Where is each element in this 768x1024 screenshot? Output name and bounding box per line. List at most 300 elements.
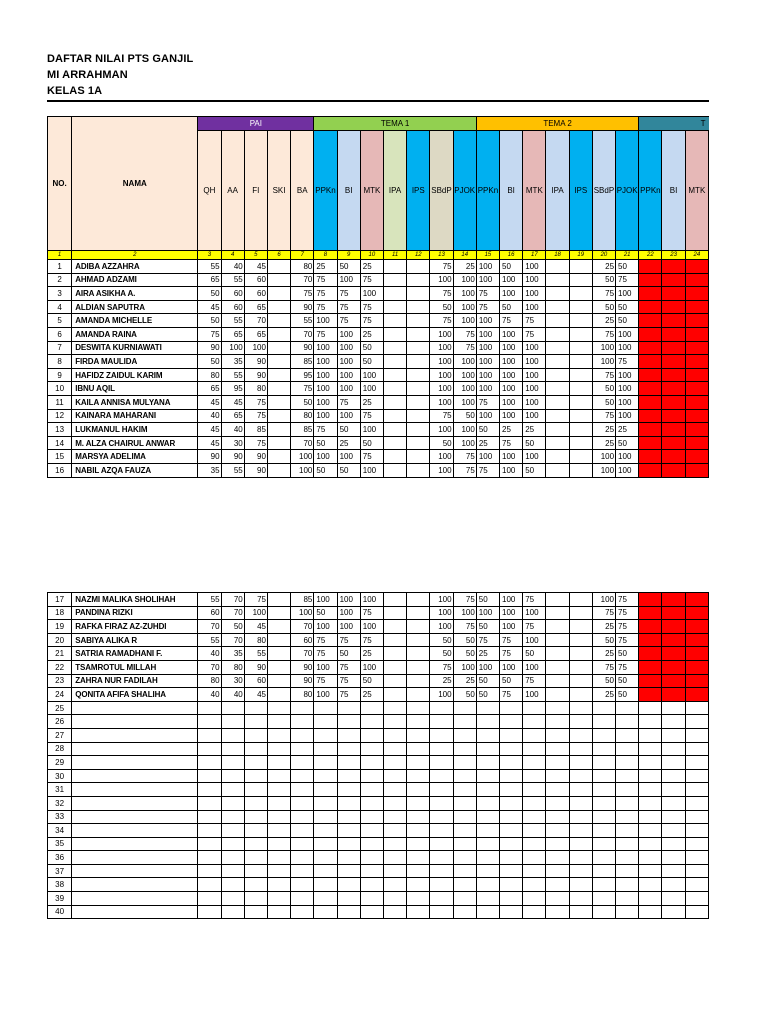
tema2-score: 75 bbox=[592, 660, 615, 674]
tema2-score: 100 bbox=[523, 341, 546, 355]
pai-score: 80 bbox=[291, 688, 314, 702]
tema2-score: 100 bbox=[476, 660, 499, 674]
tema1-score: 50 bbox=[314, 463, 337, 477]
column-number: 6 bbox=[267, 251, 290, 260]
subject-header: BA bbox=[291, 131, 314, 251]
tema3-empty-cell bbox=[685, 368, 708, 382]
tema2-score: 50 bbox=[500, 260, 523, 274]
pai-score: 70 bbox=[291, 647, 314, 661]
tema2-score: 75 bbox=[592, 368, 615, 382]
tema1-score: 100 bbox=[337, 341, 360, 355]
column-no-header: NO. bbox=[48, 117, 72, 251]
empty-cell bbox=[244, 892, 267, 906]
empty-cell bbox=[314, 756, 337, 770]
empty-cell bbox=[500, 810, 523, 824]
empty-cell bbox=[383, 892, 406, 906]
empty-cell bbox=[291, 796, 314, 810]
empty-cell bbox=[360, 796, 383, 810]
tema3-empty-cell bbox=[662, 287, 685, 301]
empty-cell bbox=[453, 769, 476, 783]
empty-cell bbox=[383, 878, 406, 892]
empty-cell bbox=[314, 742, 337, 756]
tema3-empty-cell bbox=[685, 647, 708, 661]
pai-score: 65 bbox=[244, 327, 267, 341]
empty-cell bbox=[546, 851, 569, 865]
pai-score: 40 bbox=[198, 409, 221, 423]
student-name: RAFKA FIRAZ AZ-ZUHDI bbox=[72, 620, 198, 634]
pai-score bbox=[267, 450, 290, 464]
column-number: 8 bbox=[314, 251, 337, 260]
tema2-score bbox=[569, 355, 592, 369]
empty-cell bbox=[291, 756, 314, 770]
column-number: 3 bbox=[198, 251, 221, 260]
tema3-empty-cell bbox=[639, 341, 662, 355]
tema2-score: 100 bbox=[476, 450, 499, 464]
empty-cell bbox=[244, 824, 267, 838]
tema2-score: 75 bbox=[592, 287, 615, 301]
tema1-score: 100 bbox=[314, 620, 337, 634]
pai-score: 90 bbox=[198, 450, 221, 464]
tema2-score: 50 bbox=[500, 674, 523, 688]
empty-cell bbox=[407, 864, 430, 878]
pai-score: 35 bbox=[221, 647, 244, 661]
empty-cell bbox=[592, 769, 615, 783]
empty-cell bbox=[407, 756, 430, 770]
pai-score: 90 bbox=[291, 341, 314, 355]
pai-score bbox=[267, 436, 290, 450]
empty-cell bbox=[662, 837, 685, 851]
empty-cell bbox=[662, 851, 685, 865]
empty-cell bbox=[72, 796, 198, 810]
subject-header: SBdP bbox=[430, 131, 453, 251]
tema3-empty-cell bbox=[685, 260, 708, 274]
empty-row bbox=[48, 769, 709, 783]
tema2-score bbox=[569, 674, 592, 688]
tema1-score: 75 bbox=[453, 593, 476, 607]
empty-cell bbox=[500, 864, 523, 878]
tema1-score: 75 bbox=[430, 409, 453, 423]
subject-header: SKI bbox=[267, 131, 290, 251]
tema2-score bbox=[546, 355, 569, 369]
empty-cell bbox=[500, 769, 523, 783]
tema1-score bbox=[407, 660, 430, 674]
empty-cell bbox=[546, 810, 569, 824]
empty-cell bbox=[383, 864, 406, 878]
empty-cell bbox=[639, 783, 662, 797]
empty-cell bbox=[592, 783, 615, 797]
tema1-score: 75 bbox=[314, 287, 337, 301]
tema2-score: 50 bbox=[592, 300, 615, 314]
tema3-empty-cell bbox=[662, 463, 685, 477]
tema2-score: 75 bbox=[616, 620, 639, 634]
tema2-score: 50 bbox=[616, 260, 639, 274]
tema3-empty-cell bbox=[685, 633, 708, 647]
pai-score bbox=[267, 660, 290, 674]
pai-score: 70 bbox=[198, 660, 221, 674]
row-number: 27 bbox=[48, 728, 72, 742]
table-row bbox=[48, 300, 709, 314]
tema2-score: 50 bbox=[592, 674, 615, 688]
pai-score: 50 bbox=[221, 620, 244, 634]
pai-score: 45 bbox=[198, 423, 221, 437]
tema2-score: 100 bbox=[616, 450, 639, 464]
empty-cell bbox=[476, 742, 499, 756]
tema2-score: 100 bbox=[476, 260, 499, 274]
empty-cell bbox=[476, 810, 499, 824]
empty-cell bbox=[430, 783, 453, 797]
empty-cell bbox=[662, 783, 685, 797]
table-row bbox=[48, 450, 709, 464]
empty-cell bbox=[453, 824, 476, 838]
tema2-score: 100 bbox=[616, 341, 639, 355]
pai-score: 40 bbox=[198, 688, 221, 702]
tema1-score: 100 bbox=[314, 382, 337, 396]
pai-score: 45 bbox=[244, 688, 267, 702]
tema1-score: 75 bbox=[314, 674, 337, 688]
tema2-score: 100 bbox=[523, 395, 546, 409]
tema2-score: 25 bbox=[476, 436, 499, 450]
table-row bbox=[48, 355, 709, 369]
tema1-score: 75 bbox=[453, 450, 476, 464]
empty-cell bbox=[221, 756, 244, 770]
tema2-score bbox=[546, 606, 569, 620]
pai-score bbox=[267, 593, 290, 607]
empty-cell bbox=[453, 892, 476, 906]
tema2-score bbox=[546, 395, 569, 409]
pai-score: 45 bbox=[198, 436, 221, 450]
empty-cell bbox=[244, 742, 267, 756]
empty-cell bbox=[546, 878, 569, 892]
tema1-score: 100 bbox=[314, 368, 337, 382]
empty-cell bbox=[685, 742, 708, 756]
empty-cell bbox=[616, 756, 639, 770]
tema1-score: 50 bbox=[453, 647, 476, 661]
empty-cell bbox=[569, 864, 592, 878]
empty-cell bbox=[592, 810, 615, 824]
empty-cell bbox=[476, 824, 499, 838]
empty-cell bbox=[337, 769, 360, 783]
empty-cell bbox=[639, 878, 662, 892]
column-number: 21 bbox=[616, 251, 639, 260]
empty-cell bbox=[662, 715, 685, 729]
empty-cell bbox=[198, 769, 221, 783]
empty-cell bbox=[291, 864, 314, 878]
empty-cell bbox=[267, 701, 290, 715]
tema2-score bbox=[569, 341, 592, 355]
pai-score bbox=[267, 674, 290, 688]
tema3-empty-cell bbox=[685, 463, 708, 477]
empty-cell bbox=[523, 728, 546, 742]
empty-cell bbox=[639, 837, 662, 851]
empty-cell bbox=[662, 878, 685, 892]
empty-cell bbox=[523, 783, 546, 797]
tema1-score: 75 bbox=[360, 606, 383, 620]
tema1-score: 75 bbox=[314, 327, 337, 341]
empty-cell bbox=[453, 864, 476, 878]
pai-score: 65 bbox=[221, 409, 244, 423]
empty-cell bbox=[198, 756, 221, 770]
tema1-score: 100 bbox=[337, 450, 360, 464]
tema2-score bbox=[569, 300, 592, 314]
empty-cell bbox=[546, 756, 569, 770]
column-number: 14 bbox=[453, 251, 476, 260]
tema3-empty-cell bbox=[662, 300, 685, 314]
tema2-score: 75 bbox=[523, 593, 546, 607]
tema3-empty-cell bbox=[639, 287, 662, 301]
tema1-score: 100 bbox=[337, 355, 360, 369]
empty-cell bbox=[523, 701, 546, 715]
pai-score: 50 bbox=[198, 314, 221, 328]
tema2-score: 100 bbox=[616, 287, 639, 301]
tema2-score: 75 bbox=[500, 314, 523, 328]
tema2-score bbox=[569, 633, 592, 647]
empty-cell bbox=[291, 892, 314, 906]
empty-cell bbox=[244, 715, 267, 729]
tema1-score: 25 bbox=[360, 688, 383, 702]
tema1-score: 100 bbox=[430, 368, 453, 382]
tema1-score: 100 bbox=[453, 355, 476, 369]
empty-cell bbox=[453, 783, 476, 797]
student-name: SATRIA RAMADHANI F. bbox=[72, 647, 198, 661]
empty-cell bbox=[430, 769, 453, 783]
table-row bbox=[48, 660, 709, 674]
pai-score: 75 bbox=[291, 382, 314, 396]
tema1-score bbox=[383, 633, 406, 647]
tema1-score bbox=[383, 674, 406, 688]
tema2-score: 50 bbox=[523, 436, 546, 450]
tema3-empty-cell bbox=[685, 395, 708, 409]
tema1-score: 50 bbox=[430, 647, 453, 661]
pai-score: 70 bbox=[244, 314, 267, 328]
empty-cell bbox=[407, 905, 430, 919]
tema2-score: 100 bbox=[500, 341, 523, 355]
tema2-score: 75 bbox=[616, 633, 639, 647]
pai-score: 55 bbox=[244, 647, 267, 661]
empty-row bbox=[48, 878, 709, 892]
tema3-empty-cell bbox=[685, 273, 708, 287]
empty-cell bbox=[314, 783, 337, 797]
tema2-score bbox=[546, 300, 569, 314]
empty-cell bbox=[616, 905, 639, 919]
pai-score: 55 bbox=[221, 368, 244, 382]
subject-header: BI bbox=[337, 131, 360, 251]
empty-cell bbox=[72, 769, 198, 783]
empty-cell bbox=[314, 728, 337, 742]
tema1-score: 100 bbox=[430, 620, 453, 634]
pai-score bbox=[267, 368, 290, 382]
tema1-score: 75 bbox=[337, 688, 360, 702]
row-number: 20 bbox=[48, 633, 72, 647]
row-number: 29 bbox=[48, 756, 72, 770]
empty-cell bbox=[430, 715, 453, 729]
empty-cell bbox=[523, 810, 546, 824]
row-number: 31 bbox=[48, 783, 72, 797]
tema1-score: 50 bbox=[314, 436, 337, 450]
empty-cell bbox=[360, 878, 383, 892]
empty-cell bbox=[291, 851, 314, 865]
tema1-score bbox=[407, 273, 430, 287]
tema1-score: 50 bbox=[337, 423, 360, 437]
pai-score: 35 bbox=[221, 355, 244, 369]
row-number: 40 bbox=[48, 905, 72, 919]
empty-cell bbox=[523, 878, 546, 892]
pai-score: 55 bbox=[198, 593, 221, 607]
column-number: 10 bbox=[360, 251, 383, 260]
pai-score: 45 bbox=[244, 620, 267, 634]
tema1-score bbox=[383, 593, 406, 607]
empty-cell bbox=[198, 837, 221, 851]
empty-cell bbox=[476, 769, 499, 783]
tema2-score bbox=[569, 327, 592, 341]
empty-cell bbox=[662, 905, 685, 919]
pai-score: 80 bbox=[221, 660, 244, 674]
empty-cell bbox=[221, 892, 244, 906]
empty-cell bbox=[476, 715, 499, 729]
subject-header: IPA bbox=[383, 131, 406, 251]
subject-header: BI bbox=[662, 131, 685, 251]
tema1-score: 100 bbox=[453, 423, 476, 437]
tema3-empty-cell bbox=[639, 355, 662, 369]
empty-cell bbox=[685, 905, 708, 919]
column-number: 17 bbox=[523, 251, 546, 260]
empty-cell bbox=[72, 810, 198, 824]
empty-cell bbox=[592, 728, 615, 742]
empty-cell bbox=[383, 824, 406, 838]
subject-header: PJOK bbox=[616, 131, 639, 251]
tema1-score: 100 bbox=[360, 593, 383, 607]
tema1-score: 50 bbox=[337, 463, 360, 477]
tema1-score: 100 bbox=[360, 423, 383, 437]
empty-cell bbox=[407, 878, 430, 892]
empty-cell bbox=[662, 810, 685, 824]
tema3-empty-cell bbox=[639, 314, 662, 328]
table-row bbox=[48, 674, 709, 688]
empty-cell bbox=[453, 715, 476, 729]
tema3-empty-cell bbox=[639, 395, 662, 409]
tema1-score: 75 bbox=[430, 660, 453, 674]
empty-cell bbox=[314, 892, 337, 906]
empty-cell bbox=[360, 756, 383, 770]
table-row bbox=[48, 395, 709, 409]
row-number: 2 bbox=[48, 273, 72, 287]
tema2-score: 100 bbox=[523, 382, 546, 396]
column-nama-header: NAMA bbox=[72, 117, 198, 251]
tema1-score: 100 bbox=[430, 688, 453, 702]
empty-cell bbox=[639, 864, 662, 878]
tema1-score: 75 bbox=[337, 300, 360, 314]
tema3-empty-cell bbox=[639, 260, 662, 274]
tema1-score bbox=[407, 688, 430, 702]
empty-cell bbox=[616, 864, 639, 878]
empty-cell bbox=[291, 905, 314, 919]
column-number: 11 bbox=[383, 251, 406, 260]
tema1-score: 100 bbox=[360, 620, 383, 634]
empty-cell bbox=[407, 851, 430, 865]
tema1-score: 100 bbox=[453, 368, 476, 382]
tema1-score: 75 bbox=[314, 273, 337, 287]
tema1-score: 100 bbox=[337, 368, 360, 382]
tema3-empty-cell bbox=[685, 314, 708, 328]
student-name: AHMAD ADZAMI bbox=[72, 273, 198, 287]
empty-row bbox=[48, 742, 709, 756]
empty-cell bbox=[221, 701, 244, 715]
tema2-score bbox=[546, 633, 569, 647]
student-name: AMANDA MICHELLE bbox=[72, 314, 198, 328]
row-number: 15 bbox=[48, 450, 72, 464]
tema1-score bbox=[383, 341, 406, 355]
tema2-score: 100 bbox=[476, 273, 499, 287]
tema2-score: 50 bbox=[523, 647, 546, 661]
empty-cell bbox=[639, 851, 662, 865]
student-name: HAFIDZ ZAIDUL KARIM bbox=[72, 368, 198, 382]
empty-cell bbox=[337, 742, 360, 756]
empty-cell bbox=[360, 742, 383, 756]
empty-cell bbox=[639, 728, 662, 742]
pai-score: 65 bbox=[221, 327, 244, 341]
pai-score bbox=[267, 606, 290, 620]
empty-cell bbox=[685, 837, 708, 851]
student-name: ALDIAN SAPUTRA bbox=[72, 300, 198, 314]
empty-cell bbox=[639, 824, 662, 838]
table-row bbox=[48, 273, 709, 287]
pai-score: 70 bbox=[291, 436, 314, 450]
tema3-empty-cell bbox=[639, 606, 662, 620]
empty-cell bbox=[430, 824, 453, 838]
tema3-empty-cell bbox=[685, 300, 708, 314]
empty-cell bbox=[360, 769, 383, 783]
table-row bbox=[48, 436, 709, 450]
tema1-score: 100 bbox=[453, 314, 476, 328]
tema2-score: 100 bbox=[592, 355, 615, 369]
empty-row bbox=[48, 715, 709, 729]
empty-cell bbox=[569, 701, 592, 715]
empty-cell bbox=[453, 851, 476, 865]
pai-score: 100 bbox=[291, 450, 314, 464]
empty-cell bbox=[453, 742, 476, 756]
pai-score: 90 bbox=[244, 660, 267, 674]
empty-cell bbox=[639, 796, 662, 810]
tema3-empty-cell bbox=[685, 450, 708, 464]
row-number: 11 bbox=[48, 395, 72, 409]
pai-score: 60 bbox=[244, 674, 267, 688]
tema1-score bbox=[407, 633, 430, 647]
tema1-score: 75 bbox=[360, 633, 383, 647]
column-number: 4 bbox=[221, 251, 244, 260]
title-line-3: KELAS 1A bbox=[47, 85, 103, 97]
tema2-score bbox=[546, 273, 569, 287]
tema1-score bbox=[383, 660, 406, 674]
tema1-score: 50 bbox=[314, 606, 337, 620]
tema3-empty-cell bbox=[662, 660, 685, 674]
empty-cell bbox=[267, 905, 290, 919]
tema2-score: 25 bbox=[592, 688, 615, 702]
tema3-empty-cell bbox=[685, 593, 708, 607]
tema2-score: 100 bbox=[616, 395, 639, 409]
empty-cell bbox=[662, 701, 685, 715]
tema3-empty-cell bbox=[685, 382, 708, 396]
pai-score bbox=[267, 463, 290, 477]
empty-cell bbox=[198, 796, 221, 810]
empty-cell bbox=[546, 824, 569, 838]
tema2-score: 100 bbox=[616, 409, 639, 423]
empty-cell bbox=[430, 878, 453, 892]
empty-cell bbox=[360, 864, 383, 878]
row-number: 9 bbox=[48, 368, 72, 382]
pai-score: 45 bbox=[198, 395, 221, 409]
empty-cell bbox=[662, 728, 685, 742]
pai-score: 100 bbox=[291, 463, 314, 477]
empty-cell bbox=[383, 756, 406, 770]
